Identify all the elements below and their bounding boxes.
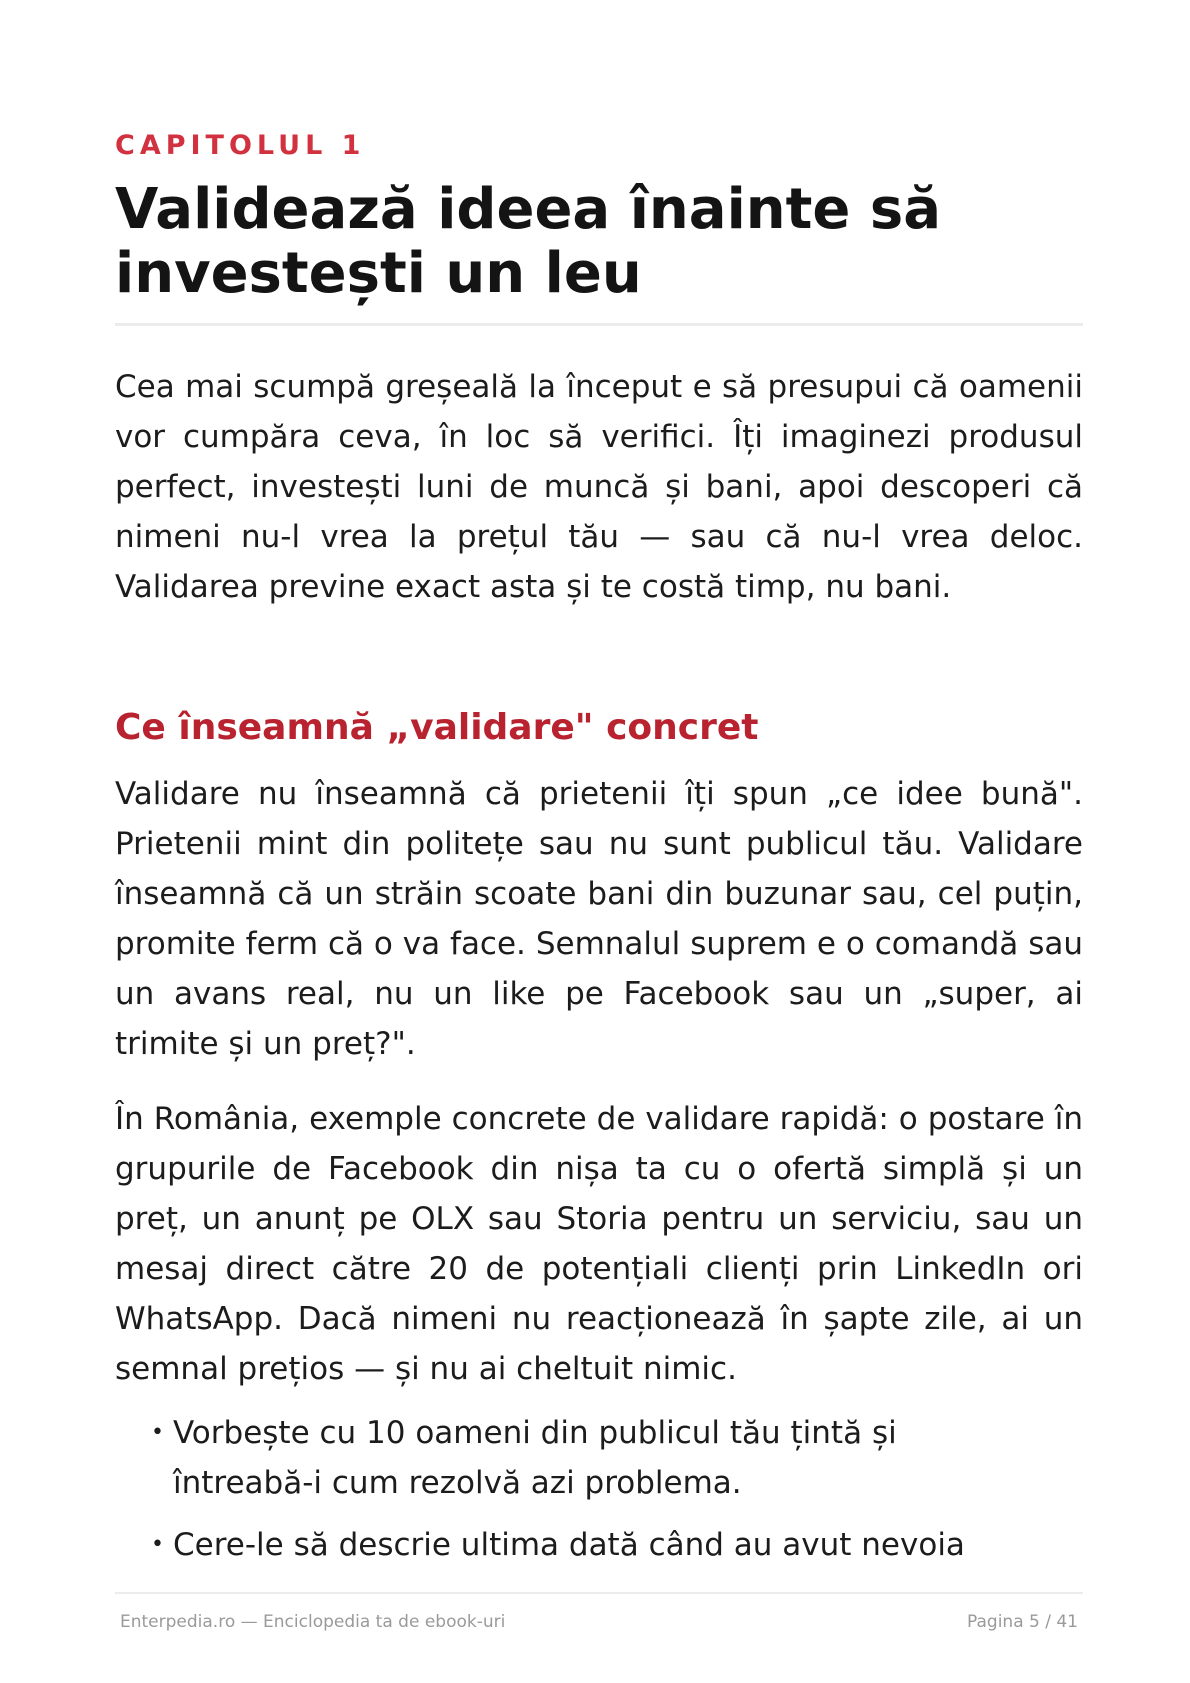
list-item: [151, 1520, 1083, 1570]
list-item-text: Cere-le să descrie ultima dată când au avut nevoia: [173, 1527, 965, 1563]
footer-divider: [115, 1592, 1083, 1594]
list-item-text: Vorbește cu 10 oameni din publicul tău țintă și întreabă-i cum rezolvă azi problema.: [173, 1415, 897, 1501]
footer-page-number: Pagina 5 / 41: [967, 1612, 1078, 1632]
section-heading: Ce înseamnă „validare" concret: [115, 707, 759, 748]
bullet-icon: •: [151, 1532, 164, 1557]
section-paragraph: În România, exemple concrete de validare rapidă: o postare în grupurile de Facebook din nișa ta cu o ofertă simplă și un preț, un anunț pe OLX sau Storia pentru un serviciu, sau un mesaj direct către 20 de potențiali clienți prin LinkedIn ori WhatsApp. Dacă nimeni nu reacționează în șapte zile, ai un semnal prețios — și nu ai cheltuit nimic.: [115, 1101, 1083, 1387]
chapter-label: CAPITOLUL 1: [115, 130, 366, 161]
bullet-list: [151, 1408, 1083, 1582]
list-item: [151, 1408, 973, 1508]
section-paragraph: Validare nu înseamnă că prietenii îți spun „ce idee bună". Prietenii mint din politețe sau nu sunt publicul tău. Validare înseamnă că un străin scoate bani din buzunar sau, cel puțin, promite ferm că o va face. Semnalul suprem e o comandă sau un avans real, nu un like pe Facebook sau un „super, ai trimite și un preț?".: [115, 776, 1083, 1062]
bullet-icon: •: [151, 1420, 164, 1445]
intro-paragraph: Cea mai scumpă greșeală la început e să presupui că oamenii vor cumpăra ceva, în loc să verifici. Îți imaginezi produsul perfect, investești luni de muncă și bani, apoi descoperi că nimeni nu-l vrea la prețul tău — sau că nu-l vrea deloc. Validarea previne exact asta și te costă timp, nu bani.: [115, 369, 1083, 605]
chapter-title: Validează ideea înainte să investești un leu: [115, 177, 941, 306]
footer-site-name: Enterpedia.ro — Enciclopedia ta de ebook-uri: [120, 1612, 506, 1632]
ebook-page: [115, 0, 1083, 1683]
title-divider: [115, 323, 1083, 326]
